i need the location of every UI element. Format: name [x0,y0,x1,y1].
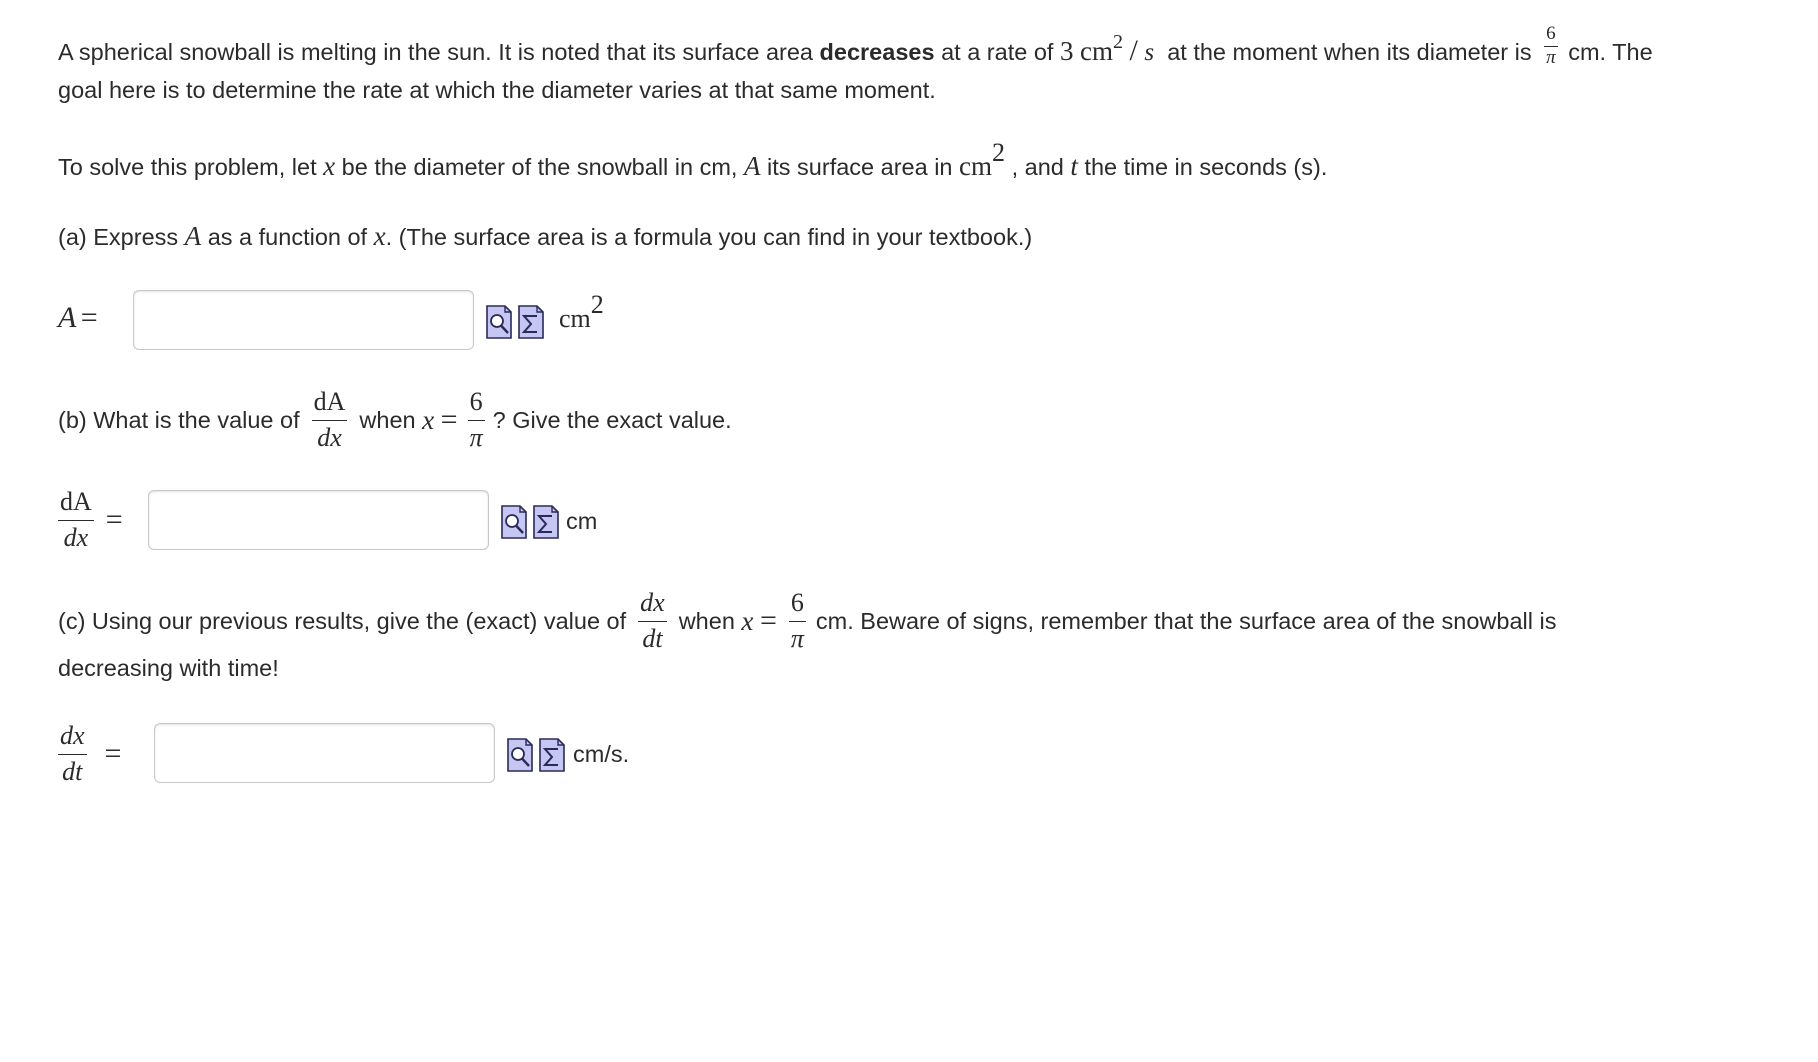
part-a-text: as a function of [201,224,374,250]
fraction-numerator: dA [60,486,92,516]
preview-answer-icon[interactable] [500,504,528,540]
part-b-text: when [359,407,416,433]
fraction-bar [638,621,667,622]
intro-text: at the moment when its diameter is [1167,39,1532,65]
part-c-lhs [58,718,121,790]
part-a-lhs [58,300,98,341]
equals-sign: = [440,403,458,436]
part-a-unit [559,290,604,340]
fraction-bar [312,420,348,421]
var-x: x [323,151,336,181]
part-b-unit: cm [566,508,598,534]
part-c-text: when [678,608,735,634]
fraction-bar [58,520,94,521]
intro-bold-word: decreases [819,39,935,65]
part-c-question [58,585,1557,657]
var-x: x [422,405,435,435]
setup-text: be the diameter of the snowball in cm, [335,154,744,180]
var-x: x [373,221,386,251]
fraction-denominator: π [1546,47,1556,69]
fraction-denominator: dt [62,756,83,786]
preview-answer-icon[interactable] [485,304,513,340]
fraction-denominator: dt [642,623,663,653]
intro-text: at a rate of [934,39,1060,65]
part-b-answer-input[interactable] [148,490,489,550]
equation-editor-icon[interactable] [538,737,566,773]
part-a-text: . (The surface area is a formula you can find in your textbook.) [385,224,1033,250]
dx-dt-fraction [58,722,87,786]
unit-text: cm [559,304,591,333]
part-b-text: ? Give the exact value. [492,407,732,433]
part-b-lhs [58,484,123,556]
intro-text: cm. The [1568,39,1653,65]
part-c-answer-input[interactable] [154,723,495,783]
part-c-text: (c) Using our previous results, give the (exact) value of [58,608,627,634]
var-x: x [741,606,754,636]
intro-line-2: goal here is to determine the rate at which the diameter varies at that same moment. [58,77,936,103]
fraction-denominator: dx [63,522,89,552]
equals-sign: = [105,503,123,536]
equation-editor-icon[interactable] [532,504,560,540]
fraction-numerator: dx [60,720,85,750]
value-fraction [468,388,485,452]
setup-text: To solve this problem, let [58,154,324,180]
part-c-unit: cm/s. [573,741,630,767]
fraction-denominator: π [469,422,483,452]
part-c-line-2: decreasing with time! [58,655,279,681]
unit-exponent: 2 [590,290,604,319]
part-a-text: (a) Express [58,224,185,250]
area-unit-exponent: 2 [992,138,1006,167]
setup-text: its surface area in [760,154,960,180]
part-b-text: (b) What is the value of [58,407,300,433]
intro-text: A spherical snowball is melting in the sun. It is noted that its surface area [58,39,820,65]
fraction-numerator: dA [313,386,346,416]
equation-editor-icon[interactable] [517,304,545,340]
setup-text: , and [1011,154,1071,180]
setup-paragraph [58,138,1328,182]
equals-sign: = [759,604,777,637]
part-a-question [58,221,1032,252]
diameter-fraction [1544,24,1558,69]
fraction-denominator: dx [317,422,342,452]
dA-dx-fraction [58,488,94,552]
fraction-bar [468,420,485,421]
fraction-denominator: π [790,623,804,653]
value-fraction [789,589,806,653]
preview-answer-icon[interactable] [506,737,534,773]
fraction-numerator: dx [640,587,665,617]
fraction-bar [58,754,87,755]
intro-line-1 [58,23,1653,69]
dx-dt-fraction [638,589,667,653]
setup-text: the time in seconds (s). [1077,154,1328,180]
equals-sign: = [80,301,98,334]
part-a-answer-input[interactable] [133,290,474,350]
part-c-text: cm. Beware of signs, remember that the surface area of the snowball is [815,608,1557,634]
var-t: t [1070,151,1078,181]
fraction-bar [789,621,806,622]
var-A: A [744,151,761,181]
var-A: A [184,221,202,251]
rate-time: s [1144,39,1155,66]
rate-unit: cm [1079,36,1113,66]
fraction-numerator: 6 [790,587,804,617]
dA-dx-fraction [312,388,348,452]
rate-exponent: 2 [1112,31,1123,53]
lhs-A: A [58,301,77,334]
area-unit: cm [959,151,993,181]
fraction-numerator: 6 [469,386,483,416]
rate-value: 3 [1059,36,1074,66]
fraction-numerator: 6 [1546,23,1556,45]
rate-slash: / [1129,34,1138,67]
part-b-question [58,384,732,456]
equals-sign: = [104,737,122,770]
